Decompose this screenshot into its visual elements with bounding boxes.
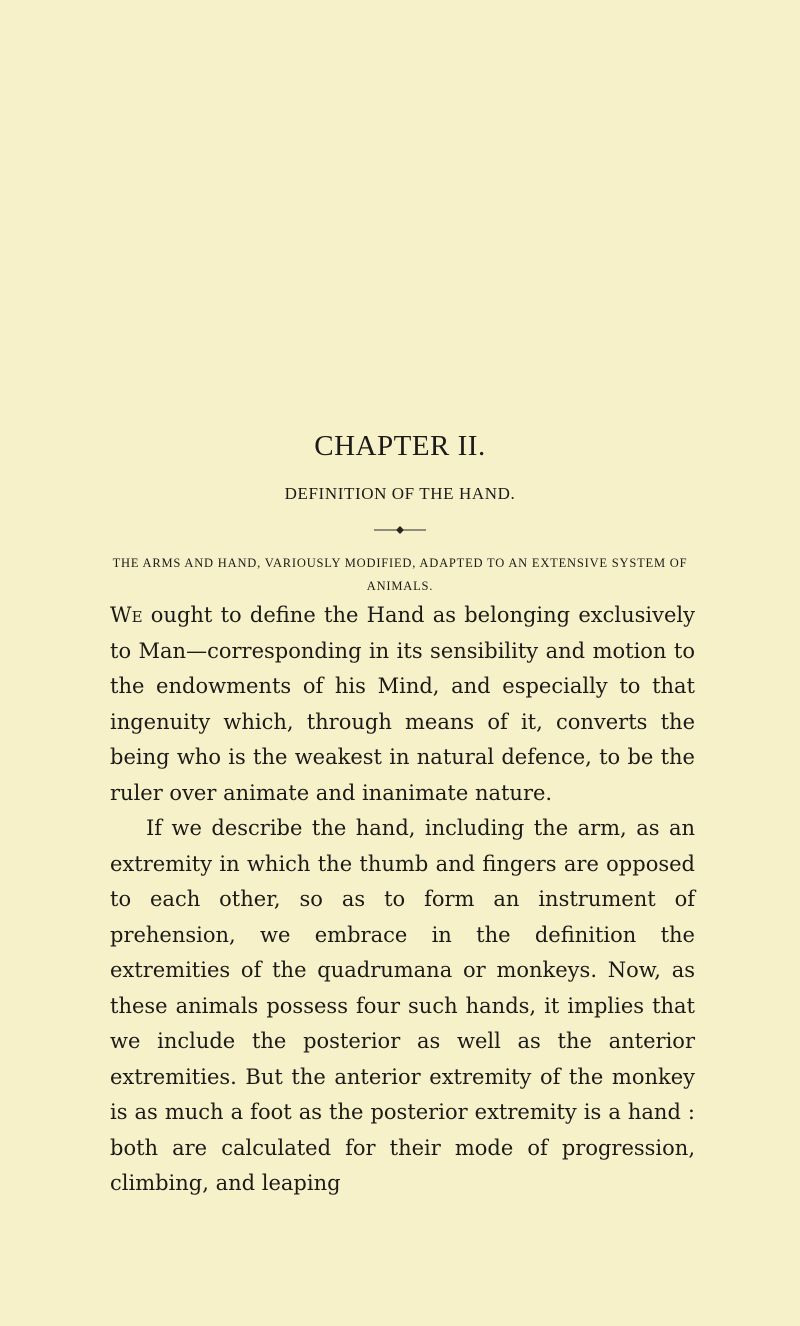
paragraph-2: If we describe the hand, including the arm, as an extremity in which the thumb and fingers are opposed to each other, so as to form an instrument of prehension, we embrace in the definition the extremities of the quadrumana or monkeys. Now, as these animals possess four such hands, it implies that we include the posterior as well as the anterior extremities. But the anterior extremity of the monkey is as much a foot as the posterior extremity is a hand : both are calculated for their mode of progression, climbing, and leaping	[110, 816, 695, 1195]
body-text	[110, 598, 695, 1202]
chapter-title: CHAPTER II.	[314, 430, 486, 462]
section-title: DEFINITION OF THE HAND.	[284, 484, 516, 503]
paragraph-1	[110, 598, 695, 811]
paragraph-lead-word: We	[110, 603, 143, 627]
paragraph-1-text: ought to define the Hand as belonging exclusively to Man—corresponding in its sensibility and motion to the endowments of his Mind, and especially to that ingenuity which, through means of it, converts the being who is the weakest in natural defence, to be the ruler over animate and inanimate nature.	[110, 603, 695, 805]
diamond-rule-ornament	[370, 524, 430, 536]
chapter-summary: THE ARMS AND HAND, VARIOUSLY MODIFIED, ADAPTED TO AN EXTENSIVE SYSTEM OF ANIMALS.	[112, 556, 688, 593]
